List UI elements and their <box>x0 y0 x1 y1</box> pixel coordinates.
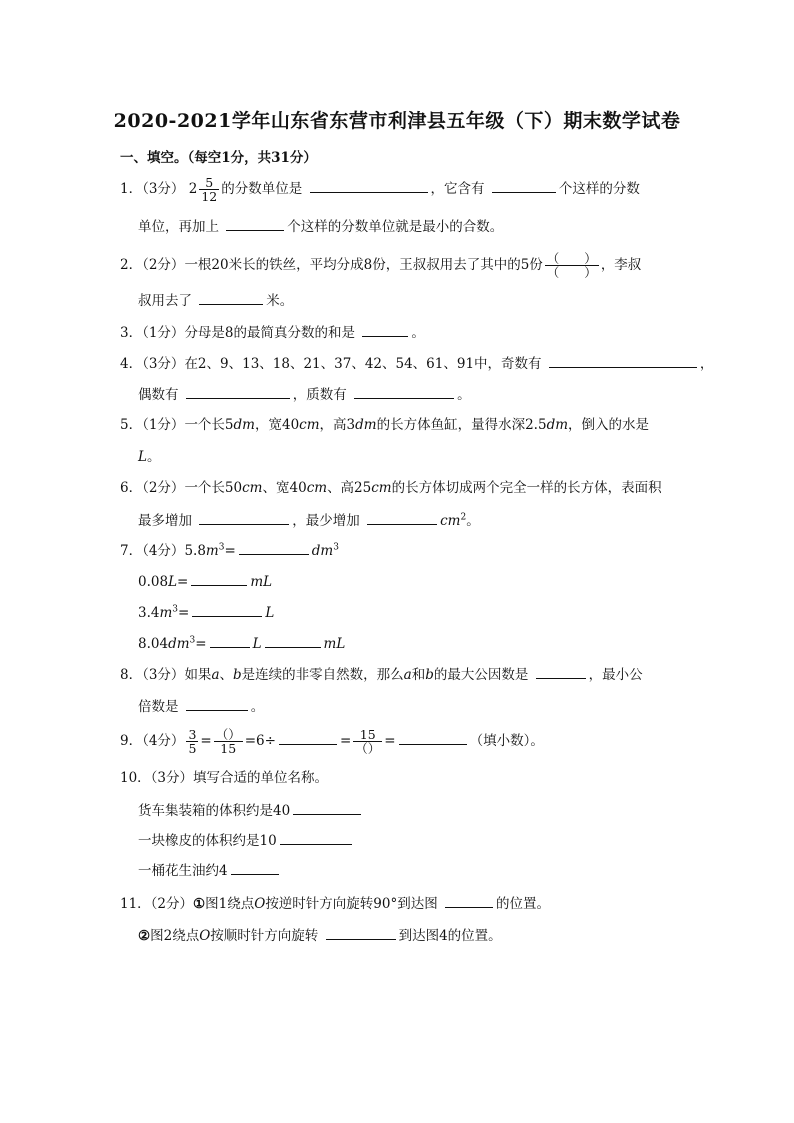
question-11-line-1: 11．（2分）①图1绕点O按逆时针方向旋转90°到达图 的位置。 <box>120 893 550 914</box>
section-heading: 一、填空。（每空1分，共31分） <box>120 150 317 166</box>
answer-blank[interactable] <box>354 384 454 399</box>
answer-blank[interactable] <box>192 602 262 617</box>
answer-blank[interactable] <box>367 510 437 525</box>
fraction: $\frac{15}{()}$ <box>355 727 381 756</box>
question-1-line-2: 单位，再加上 个这样的分数单位就是最小的合数。 <box>138 216 503 237</box>
question-7-line-2: 0.08L= mL <box>138 571 272 592</box>
page-title: 2020-2021学年山东省东营市利津县五年级（下）期末数学试卷 <box>113 110 681 132</box>
question-10-item-1: 货车集装箱的体积约是40 <box>138 800 364 821</box>
fraction: $\frac{( )}{( )}$ <box>546 251 597 280</box>
question-2-line-1: 2．（2分）一根20米长的铁丝，平均分成8份，王叔叔用去了其中的5份 $\frac{( )}{( )}$ ，李叔 <box>120 251 642 280</box>
question-7-line-3: $3.4m^3= L$ <box>138 602 274 623</box>
answer-blank[interactable] <box>186 696 248 711</box>
question-4-line-1: 4．（3分）在2、9、13、18、21、37、42、54、61、91中，奇数有 ， <box>120 353 713 374</box>
question-8-line-2: 倍数是 。 <box>138 696 264 717</box>
answer-blank[interactable] <box>239 540 309 555</box>
answer-blank[interactable] <box>310 178 428 193</box>
question-7-line-1: 7．（4分）$5.8m^3= dm^3$ <box>120 540 339 561</box>
question-11-line-2: ②图2绕点O按顺时针方向旋转 到达图4的位置。 <box>138 925 502 946</box>
answer-blank[interactable] <box>399 730 467 745</box>
answer-blank[interactable] <box>279 730 337 745</box>
answer-blank[interactable] <box>549 353 697 368</box>
question-7-line-4: $8.04dm^3= L$ mL <box>138 633 345 654</box>
answer-blank[interactable] <box>231 860 279 875</box>
question-6-line-2: 最多增加 ，最少增加 $cm^2$。 <box>138 510 480 531</box>
question-5-line-1: 5．（1分）一个长5dm，宽40cm，高3dm的长方体鱼缸，量得水深2.5dm，倒入的水是 <box>120 417 650 433</box>
question-10-item-2: 一块橡皮的体积约是10 <box>138 830 355 851</box>
answer-blank[interactable] <box>445 893 493 908</box>
answer-blank[interactable] <box>186 384 290 399</box>
answer-blank[interactable] <box>293 800 361 815</box>
question-10-item-3: 一桶花生油约4 <box>138 860 282 881</box>
answer-blank[interactable] <box>280 830 352 845</box>
answer-blank[interactable] <box>536 664 586 679</box>
answer-blank[interactable] <box>226 216 284 231</box>
answer-blank[interactable] <box>199 290 263 305</box>
question-5-line-2: L。 <box>138 449 161 465</box>
question-1-line-1: 1．（3分） 2 $\frac{5}{12}$ 的分数单位是 ，它含有 个这样的分数 <box>120 175 640 204</box>
question-6-line-1: 6．（2分）一个长50cm、宽40cm、高25cm的长方体切成两个完全一样的长方体，表面积 <box>120 480 662 496</box>
question-9: 9．（4分） $\frac{3}{5}$ = $\frac{()}{15}$ =6÷ = $\frac{15}{()}$ = （填小数）。 <box>120 727 544 756</box>
question-3: 3．（1分）分母是8的最简真分数的和是 。 <box>120 322 425 343</box>
question-10: 10．（3分）填写合适的单位名称。 <box>120 770 329 786</box>
fraction: $\frac{3}{5}$ <box>188 727 197 756</box>
answer-blank[interactable] <box>199 510 289 525</box>
question-2-line-2: 叔用去了 米。 <box>138 290 293 311</box>
question-4-line-2: 偶数有 ，质数有 。 <box>138 384 471 405</box>
answer-blank[interactable] <box>362 322 408 337</box>
question-8-line-1: 8．（3分）如果a、b是连续的非零自然数，那么a和b的最大公因数是 ，最小公 <box>120 664 643 685</box>
answer-blank[interactable] <box>265 633 321 648</box>
fraction: $\frac{()}{15}$ <box>215 727 241 756</box>
answer-blank[interactable] <box>326 925 396 940</box>
answer-blank[interactable] <box>492 178 556 193</box>
answer-blank[interactable] <box>191 571 247 586</box>
answer-blank[interactable] <box>210 633 250 648</box>
fraction: $\frac{5}{12}$ <box>201 175 218 204</box>
